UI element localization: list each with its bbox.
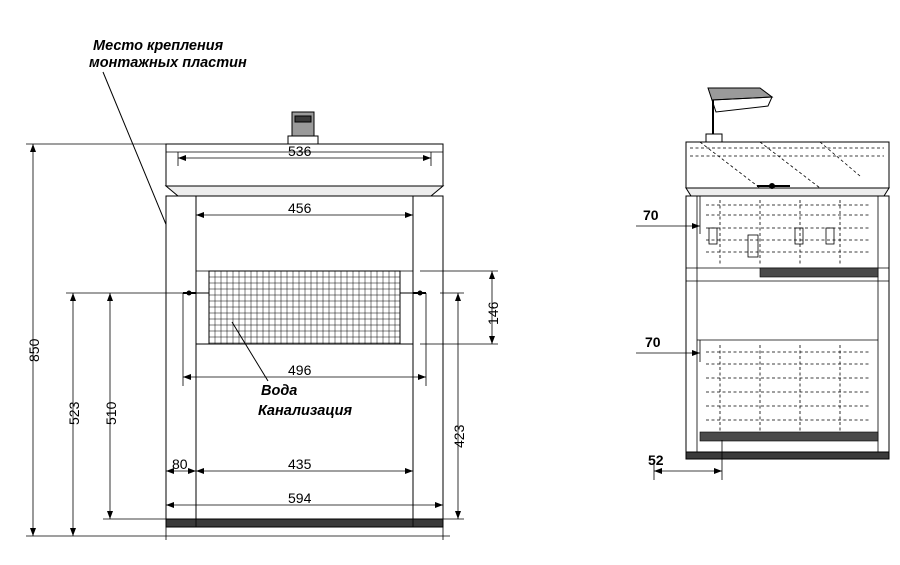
side-runner-band-upper [760, 268, 878, 277]
drawer-hatch-panel [209, 271, 400, 344]
side-faucet-base [706, 134, 722, 142]
side-dim-label-52: 52 [648, 452, 664, 468]
side-cabinet-outline [686, 196, 889, 452]
side-dim52-arrow-r [714, 468, 722, 474]
dim-label-435: 435 [288, 456, 312, 472]
side-dim-label-70-mid: 70 [645, 334, 661, 350]
dim-850-arrow-t [30, 144, 36, 152]
note-water: Вода [261, 383, 298, 399]
dim-423-ext [440, 293, 464, 519]
dim-850-arrow-b [30, 528, 36, 536]
side-runner-band-lower [700, 432, 878, 441]
dim-146-arrow-b [489, 336, 495, 344]
side-dim-label-70-upper: 70 [643, 207, 659, 223]
dim-146-arrow-t [489, 271, 495, 279]
dim-523-arrow-b [70, 528, 76, 536]
side-faucet-spout-lower [712, 97, 772, 112]
dim-label-536: 536 [288, 143, 312, 159]
dim-label-496: 496 [288, 362, 312, 378]
dim-label-523: 523 [66, 401, 82, 425]
dim-label-80: 80 [172, 456, 188, 472]
side-plinth [686, 452, 889, 459]
dim-label-510: 510 [103, 401, 119, 425]
dim-label-456: 456 [288, 200, 312, 216]
dim-label-423: 423 [451, 424, 467, 448]
side-basin-body [686, 142, 889, 188]
dim-423-arrow-t [455, 293, 461, 301]
cabinet-plinth [166, 519, 443, 527]
side-drain-point [769, 183, 775, 189]
note-sewer: Канализация [258, 403, 353, 419]
side-basin-underside [686, 188, 889, 196]
dim-423-arrow-b [455, 511, 461, 519]
note-mount-plate-line1: Место крепления [93, 38, 224, 54]
basin-underside [166, 186, 443, 196]
dim-510-arrow-b [107, 511, 113, 519]
mount-point-right [418, 291, 423, 296]
dim-510-arrow-t [107, 293, 113, 301]
dim-label-850: 850 [26, 338, 42, 362]
dim-label-146: 146 [485, 301, 501, 325]
dim-label-594: 594 [288, 490, 312, 506]
note-mount-plate-line2: монтажных пластин [89, 55, 247, 71]
faucet-lever [295, 116, 311, 122]
side-dim52-arrow-l [654, 468, 662, 474]
dim-523-arrow-t [70, 293, 76, 301]
